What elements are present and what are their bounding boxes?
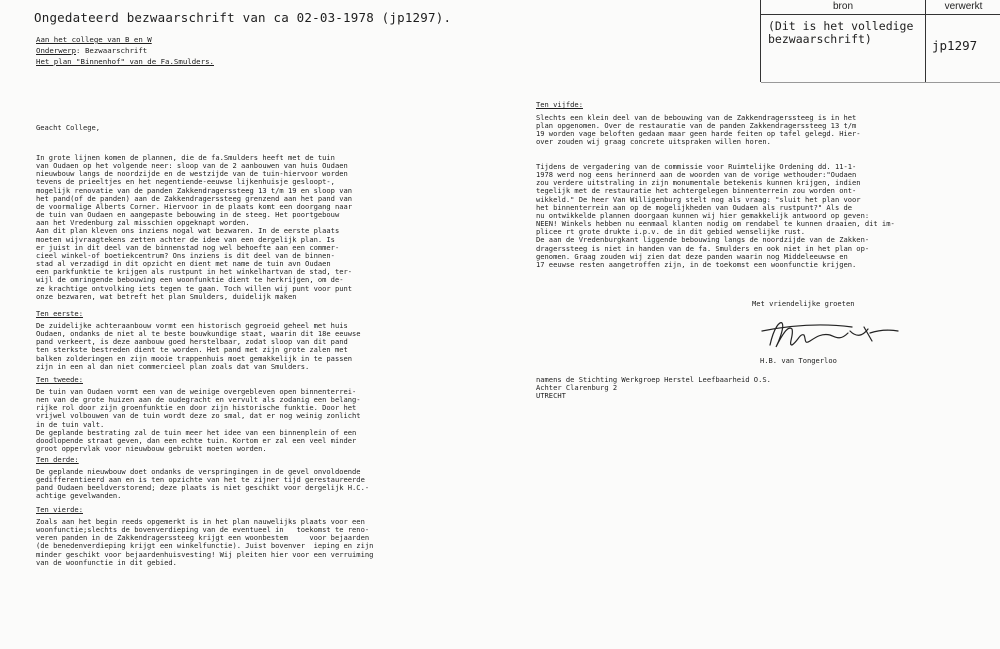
signature-image — [752, 315, 902, 355]
salutation: Geacht College, — [36, 123, 101, 132]
subject-text: : Bezwaarschrift — [76, 46, 148, 55]
table-divider — [925, 14, 926, 82]
closing: Met vriendelijke groeten — [752, 299, 855, 308]
paragraph-sixth: Tijdens de vergadering van de commissie voor Ruimtelijke Ordening dd. 11-1- 1978 werd nog eens herinnerd aan de woorden van de vorige wethouder:"Oudaen zou verdere uitstraling in zijn monumentale betekenis kunnen krijgen, indien tegelijk met de restauratie het achtergelegen binnenterrein zou worden ont- wikkeld." De heer Van Willigenburg stelt nog als vraag: "sluit het plan voor het binnenterrein aan op de mogelijkheden van Oudaen als rustpunt?" Als de nu ontwikkelde plannen doorgaan kunnen wij hier gemakkelijk antwoord op geven: NEEN! Winkels hebben nu eenmaal klanten nodig om rendabel te kunnen draaien, dit im- plicee rt grote drukte i.p.v. de in dit gebied wenselijke rust. De aan de Vredenburgkant liggende bebouwing langs de noordzijde van de Zakken- dragerssteeg is niet in handen van de fa. Smulders en ook niet in het plan op- genomen. Graag zouden wij zien dat deze panden waarin nog Middeleeuwse en 17 eeuwse resten aangetroffen zijn, in de toekomst een woonfunctie krijgen. — [536, 162, 895, 269]
heading-second: Ten tweede: — [36, 375, 83, 384]
paragraph-first: De zuidelijke achteraanbouw vormt een historisch gegroeid geheel met huis Oudaen, ondanks de niet al te beste bouwkundige staat, waarin dit 18e eeuwse pand verkeert, is deze aanbouw goed herstelbaar, zodat sloop van dit pand ten sterkste bestreden dient te worden. Het pand met zijn grote zalen met balken zolderingen en zijn mooie trappenhuis moet gemakkelijk in te passen zijn in een al dan niet commercieel plan zoals dat van Smulders. — [36, 321, 361, 371]
subject-label: Onderwerp — [36, 46, 77, 55]
table-header-processed: verwerkt — [926, 0, 1000, 15]
intro-paragraph: In grote lijnen komen de plannen, die de fa.Smulders heeft met de tuin van Oudaen op het volgende neer: sloop van de 2 aanbouwen van huis Oudaen nieuwbouw langs de noordzijde en de westzijde van de tuin-hiervoor worden tevens de prieeltjes en het negentiende-eeuwse lijkenhuisje gesloopt-, mogelijk renovatie van de panden Zakkendragerssteeg 13 t/m 19 en sloop van het pand(of de panden) aan de Zakkendragerssteeg grenzend aan het pand van de voormalige Alberts Corner. Hiervoor in de plaats komt een doorgang naar de tuin van Oudaen en aangepaste bebouwing in de steeg. Het poortgebouw aan het Vredenburg zal misschien opgeknapt worden. Aan dit plan kleven ons inziens nogal wat bezwaren. In de eerste plaats moeten wijvraagtekens zetten achter de idee van een dergelijk plan. Is er juist in dit deel van de binnenstad nog wel behoefte aan een commer- cieel winkel-of boetiekcentrum? Ons inziens is dit deel van de binnen- stad al verzadigd in dit opzicht en dient met name de tuin avn Oudaen een parkfunktie te krijgen als rustpunt in het winkelhartvan de stad, ter- wijl de omringende bebouwing een woonfunktie dient te herkrijgen, om de- ze krachtige ontvolking iets tegen te gaan. Toch willen wij punt voor punt onze bezwaren, wat betreft het plan Smulders, duidelijk maken — [36, 153, 353, 301]
heading-fourth: Ten vierde: — [36, 505, 83, 514]
table-code: jp1297 — [932, 38, 978, 53]
table-note: (Dit is het volledige bezwaarschrift) — [768, 19, 914, 46]
paragraph-fifth: Slechts een klein deel van de bebouwing van de Zakkendragerssteeg is in het plan opgenomen. Over de restauratie van de panden Zakkendragerssteeg 13 t/m 19 worden vage beloften gedaan maar geen harde feiten op tafel gelegd. Hier- over zouden wij graag concrete uitspraken willen horen. — [536, 113, 861, 147]
organization-block: namens de Stichting Werkgroep Herstel Leefbaarheid O.S. Achter Clarenburg 2 UTRECHT — [536, 375, 771, 401]
paragraph-third: De geplande nieuwbouw doet ondanks de verspringingen in de gevel onvoldoende gedifferentieerd aan en is ten opzichte van het te zijner tijd gerestaureerde pand Oudaen beeldverstorend; deze plaats is niet geschikt voor dergelijk H.C.- achtige gevelwanden. — [36, 467, 370, 501]
plan-line: Het plan "Binnenhof" van de Fa.Smulders. — [36, 57, 214, 66]
document-title: Ongedateerd bezwaarschrift van ca 02-03-1978 (jp1297). — [34, 10, 452, 25]
table-bottom-line — [761, 82, 1000, 83]
paragraph-second: De tuin van Oudaen vormt een van de weinige overgebleven open binnenterrei- nen van de grote huizen aan de oudegracht en vervult als zodanig een belang- rijke rol door zijn groenfunktie en door zijn historische funktie. Door het vrijwel volbouwen van de tuin wordt deze zo smal, dat er nog weinig zonlicht in de tuin valt. De geplande bestrating zal de tuin meer het idee van een binnenplein of een doodlopende straat geven, dan een echte tuin. Kortom er zal een veel minder groot oppervlak voor nieuwbouw gebruikt moeten worden. — [36, 387, 361, 454]
paragraph-fourth: Zoals aan het begin reeds opgemerkt is in het plan nauwelijks plaats voor een woonfunctie;slechts de bovenverdieping van de eventueel in toekomst te reno- veren panden in de Zakkendragerssteeg krijgt een woonbestem voor bejaarden (de benedenverdieping krijgt een winkelfunctie). Juist bovenver ieping en zijn minder geschikt voor bejaardenhuisvesting! Wij pleiten hier voor een verruiming van de woonfunctie in dit gebied. — [36, 517, 374, 567]
address-line: Aan het college van B en W — [36, 35, 152, 44]
heading-third: Ten derde: — [36, 455, 79, 464]
heading-fifth: Ten vijfde: — [536, 100, 583, 109]
heading-first: Ten eerste: — [36, 309, 83, 318]
subject-line — [36, 45, 147, 56]
signer-name: H.B. van Tongerloo — [760, 356, 837, 365]
table-header-source: bron — [761, 0, 926, 15]
